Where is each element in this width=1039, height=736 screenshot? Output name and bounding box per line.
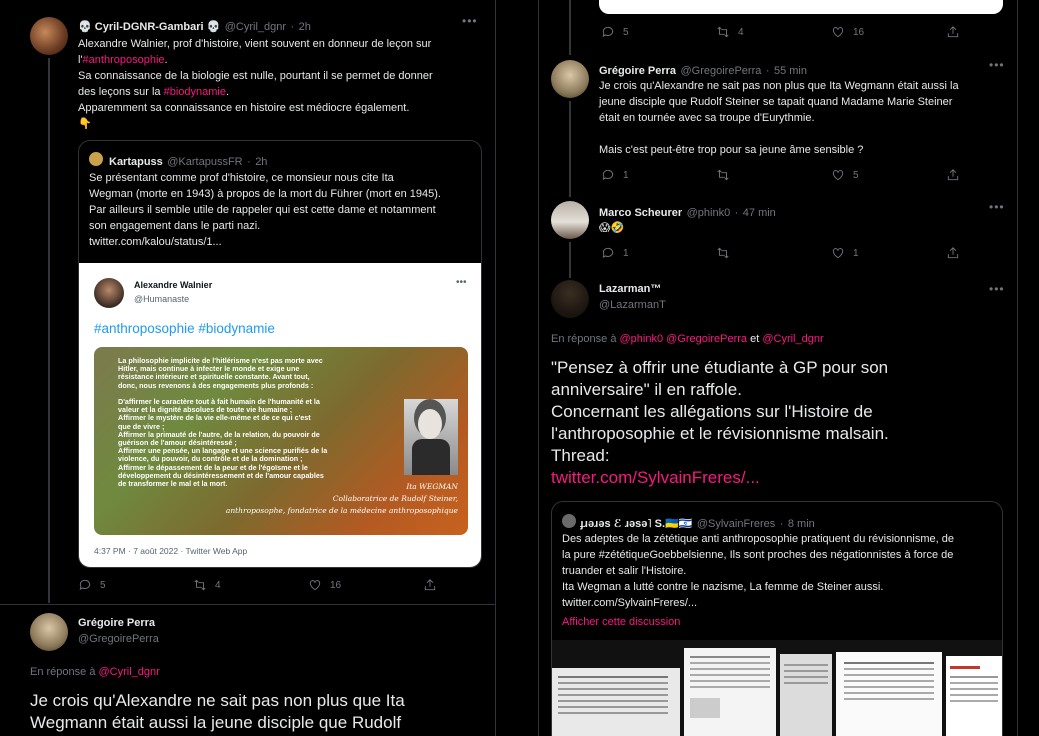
avatar xyxy=(562,514,576,528)
author-handle[interactable]: @GregoirePerra xyxy=(78,633,159,645)
retweet-button[interactable]: 4 xyxy=(193,578,308,592)
more-options-icon: ••• xyxy=(456,277,467,288)
author-name[interactable]: Marco Scheurer xyxy=(599,207,683,219)
embedded-tweet-card[interactable] xyxy=(79,263,481,568)
quoted-link[interactable]: twitter.com/kalou/status/1... xyxy=(89,236,222,248)
point-down-emoji: 👇 xyxy=(78,118,92,130)
hashtag-link[interactable]: #biodynamie xyxy=(163,86,226,98)
thread-line xyxy=(569,0,571,55)
quoted-author-name: Kartapuss xyxy=(109,156,163,168)
author-name[interactable]: Grégoire Perra xyxy=(599,65,677,77)
right-timeline-column: 5 4 16 Grégoire Perra @GregoirePerra · 55 min ••• Je crois qu'Alexandre ne sait pas non plus que Ita Wegmann était aussi la jeune disciple que Rudolf Steiner se tapait quand Madame Marie Steiner était en tournée avec sa troupe d'Eurythmie. Mais c'est peut-être trop pour sa jeune âme sensible ? 1 5 Marco Scheurer @phink0 · 47 min ••• 😱🤣 1 1 Lazarman™ @LazarmanT ••• En réponse à @phink0 @GregoirePerra et @Cyril_dgnr "Pensez à offrir une étudiante à GP pour son anniversaire" il en raffole. Concernant les allégations sur l'Histoire de l'anthroposophie et le révisionnisme malsain. Thread: twitter.com/SylvainFreres/... ɟɹǝɹǝs ℰ ɹǝsǝ˥ S.🇺🇦🇮🇱 @SylvainFreres · 8 min Des adeptes de la zététique anti anthroposophie pratiquent du révisionnisme, de la pure #zététiqueGoebbelsienne, Ils sont proches des négationnistes à force de truander et salir l'Histoire. Ita Wegman a lutté contre le nazisme, La femme de Steiner aussi. twitter.com/SylvainFreres/... Afficher cette discussion xyxy=(538,0,1018,736)
tweet-text: 😱🤣 xyxy=(599,222,625,234)
embedded-hashtags: #anthroposophie #biodynamie xyxy=(94,321,275,336)
share-icon xyxy=(946,246,960,260)
tweet-time[interactable]: 47 min xyxy=(742,207,776,219)
quoted-link[interactable]: twitter.com/SylvainFreres/... xyxy=(562,597,698,609)
tweet-time[interactable]: 2h xyxy=(298,21,311,33)
quote-image-line: valeur et la dignité absolues de toute vie humaine ; xyxy=(118,405,293,415)
retweet-icon xyxy=(716,246,730,260)
avatar[interactable] xyxy=(551,201,589,239)
reply-button[interactable]: 5 xyxy=(601,25,716,39)
document-image xyxy=(836,652,942,736)
document-image xyxy=(946,656,1003,736)
tweet-time[interactable]: 55 min xyxy=(773,65,807,77)
quote-image-line: Affirmer la primauté de l'autre, de la relation, du pouvoir de xyxy=(118,429,320,439)
quote-image-line: donc, nous revenons à des engagements plus profonds : xyxy=(118,380,314,390)
thread-link[interactable]: twitter.com/SylvainFreres/... xyxy=(551,468,760,487)
like-button[interactable]: 5 xyxy=(831,168,946,182)
retweet-icon xyxy=(716,168,730,182)
retweet-icon xyxy=(193,578,207,592)
share-button[interactable] xyxy=(946,246,1018,260)
share-button[interactable] xyxy=(946,25,1018,39)
retweet-button[interactable] xyxy=(716,246,831,260)
quoted-author-name: ɟɹǝɹǝs ℰ ɹǝsǝ˥ S.🇺🇦🇮🇱 xyxy=(580,518,693,530)
thread-line xyxy=(569,242,571,278)
quote-image-line: de transformer le mal et la mort. xyxy=(118,479,228,489)
quoted-author-handle: @KartapussFR xyxy=(167,156,243,168)
reply-to-link[interactable]: @Cyril_dgnr xyxy=(98,666,160,678)
reply-to-link[interactable]: @phink0 xyxy=(619,333,664,345)
embedded-author-name: Alexandre Walnier xyxy=(134,280,213,290)
reply-context: En réponse à @phink0 @GregoirePerra et @Cyril_dgnr xyxy=(551,333,824,345)
reply-icon xyxy=(78,578,92,592)
tweet-text: Je crois qu'Alexandre ne sait pas non plus que Ita Wegmann était aussi la jeune disciple que Rudolf xyxy=(30,691,405,732)
reply-to-link[interactable]: @Cyril_dgnr xyxy=(762,333,824,345)
document-image xyxy=(552,668,680,736)
quoted-time: 2h xyxy=(255,156,268,168)
quote-image: La philosophie implicite de l'hitlérisme n'est pas morte avec Hitler, mais continue à infecter le monde et exige une résistance intérieure et spirituelle constante. Avant tout, donc, nous revenons à des engagements plus profonds : D'affirmer le caractère tout à fait humain de l'humanité et la valeur et la dignité absolues de toute vie humaine ; Affirmer le mystère de la vie elle-même et de ce qui c'est que de vivre ; Affirmer la primauté de l'autre, de la relation, du pouvoir de guérison de l'amour désintéressé ; Affirmer une pensée, un langage et une science purifiés de la violence, du pouvoir, du contrôle et de la domination ; Affirmer le dépassement de la peur et de l'égoïsme et le développement du désintéressement et de l'amour capables de transformer le mal et la mort. Ita WEGMAN Collaboratrice de Rudolf Steiner, anthroposophe, fondatrice de la médecine anthroposophique xyxy=(94,347,468,535)
tweet-actions xyxy=(601,246,1018,260)
quote-image-line: La philosophie implicite de l'hitlérisme n'est pas morte avec xyxy=(118,356,323,365)
share-icon xyxy=(946,168,960,182)
quote-image-line: développement du désintéressement et de l'amour capables xyxy=(118,470,324,480)
author-name[interactable]: Lazarman™ xyxy=(599,283,662,295)
author-handle[interactable]: @Cyril_dgnr xyxy=(224,21,287,33)
reply-icon xyxy=(601,25,615,39)
more-options-icon[interactable]: ••• xyxy=(462,14,478,28)
share-icon xyxy=(423,578,437,592)
avatar[interactable] xyxy=(30,17,68,55)
tweet-actions xyxy=(601,168,1018,182)
thread-line xyxy=(569,101,571,197)
quote-image-line: résistance intérieure et spirituelle constante. Avant tout, xyxy=(118,372,310,382)
show-thread-link[interactable]: Afficher cette discussion xyxy=(562,616,681,628)
reply-button[interactable]: 5 xyxy=(78,578,193,592)
share-button[interactable] xyxy=(946,168,1018,182)
avatar[interactable] xyxy=(551,60,589,98)
heart-icon xyxy=(831,25,845,39)
quoted-time: 8 min xyxy=(787,518,815,530)
document-image xyxy=(780,654,832,736)
document-image xyxy=(684,648,776,736)
quote-image-line: Affirmer le mystère de la vie elle-même et de ce qui c'est xyxy=(118,413,311,423)
column-gap xyxy=(496,0,539,736)
tweet-text: Alexandre Walnier, prof d'histoire, vient souvent en donneur de leçon sur l'#anthroposophie. Sa connaissance de la biologie est nulle, pourtant il se permet de donner des leçons sur la #biodynamie. Apparemment sa connaissance en histoire est médiocre également. 👇 xyxy=(78,36,488,132)
quoted-text: Des adeptes de la zététique anti anthroposophie pratiquent du révisionnisme, de la pure #zététiqueGoebbelsienne, Ils sont proches des négationnistes à force de truander et salir l'Histoire. Ita Wegman a lutté contre le nazisme, La femme de Steiner aussi. twitter.com/SylvainFreres/... xyxy=(562,531,1002,611)
share-button[interactable] xyxy=(423,578,496,592)
quote-image-line: guérison de l'amour désintéressé ; xyxy=(118,438,237,448)
previous-card-bottom xyxy=(599,0,1003,14)
hashtag-link[interactable]: #anthroposophie xyxy=(82,54,165,66)
tweet-divider xyxy=(0,604,496,605)
tweet-text: "Pensez à offrir une étudiante à GP pour son anniversaire" il en raffole. Concernant les allégations sur l'Histoire de l'anthroposophie et le révisionnisme malsain. Thread: twitter.com/SylvainFreres/... xyxy=(551,357,1011,489)
quoted-tweet[interactable]: ɟɹǝɹǝs ℰ ɹǝsǝ˥ S.🇺🇦🇮🇱 @SylvainFreres · 8 min Des adeptes de la zététique anti anthroposophie pratiquent du révisionnisme, de la pure #zététiqueGoebbelsienne, Ils sont proches des négationnistes à force de truander et salir l'Histoire. Ita Wegman a lutté contre le nazisme, La femme de Steiner aussi. twitter.com/SylvainFreres/... Afficher cette discussion xyxy=(551,501,1003,736)
reply-icon xyxy=(601,246,615,260)
author-handle[interactable]: @phink0 xyxy=(686,207,731,219)
more-options-icon[interactable]: ••• xyxy=(989,282,1005,296)
more-options-icon[interactable]: ••• xyxy=(989,58,1005,72)
quote-image-line: Affirmer le dépassement de la peur et de l'égoïsme et le xyxy=(118,462,308,472)
reply-to-link[interactable]: @GregoirePerra xyxy=(666,333,748,345)
author-name[interactable]: 💀 Cyril-DGNR-Gambari 💀 xyxy=(78,21,221,33)
quoted-tweet[interactable]: Kartapuss @KartapussFR · 2h Se présentant comme prof d'histoire, ce monsieur nous cite Ita Wegman (morte en 1943) à propos de la mort du Führer (mort en 1945). Par ailleurs il semble utile de rappeler qui est cette dame et notamment son engagement dans le parti nazi. twitter.com/kalou/status/1... Alexandre Walnier @Humanaste ••• #anthroposophie #biodynamie La philosophie implicite de l'hitlérisme n'est pas morte avec Hitler, mais continue à infecter le monde et exige une résistance intérieure et spirituelle constante. Avant tout, donc, nous revenons à des engagements plus profonds : D'affirmer le caractère tout à fait humain de l'humanité et la valeur et la dignité absolues de toute vie humaine ; Affirmer le mystère de la vie elle-même et de ce qui c'est que de vivre ; Affirmer la primauté de l'autre, de la relation, du pouvoir de guérison de l'amour désintéressé ; Affirmer une pensée, un langage et une science purifiés de la violence, du pouvoir, du contrôle et de la domination ; Affirmer le dépassement de la peur et de l'égoïsme et le développement du désintéressement et de l'amour capables de transformer le mal et la mort. Ita WEGMAN Collaboratrice de Rudolf Steiner, anthroposophe, fondatrice de la médecine anthroposophique 4:37 PM · 7 août 2022 · Twitter Web App xyxy=(78,140,482,568)
like-button[interactable]: 16 xyxy=(831,25,946,39)
author-name[interactable]: Grégoire Perra xyxy=(78,617,156,629)
quoted-author-handle: @SylvainFreres xyxy=(696,518,776,530)
heart-icon xyxy=(831,168,845,182)
heart-icon xyxy=(831,246,845,260)
quote-image-line: Hitler, mais continue à infecter le monde et exige une xyxy=(118,364,300,374)
heart-icon xyxy=(308,578,322,592)
more-options-icon[interactable]: ••• xyxy=(989,200,1005,214)
tweet-actions xyxy=(601,25,1018,39)
avatar xyxy=(94,278,124,308)
reply-button[interactable]: 1 xyxy=(601,168,716,182)
like-button[interactable]: 1 xyxy=(831,246,946,260)
author-handle[interactable]: @GregoirePerra xyxy=(680,65,762,77)
image-collage[interactable] xyxy=(552,640,1003,736)
quote-image-text xyxy=(118,357,408,488)
retweet-button[interactable]: 4 xyxy=(716,25,831,39)
quote-image-line: D'affirmer le caractère tout à fait humain de l'humanité et la xyxy=(118,397,320,407)
tweet-text: Je crois qu'Alexandre ne sait pas non plus que Ita Wegmann était aussi la jeune disciple que Rudolf Steiner se tapait quand Madame Marie Steiner était en tournée avec sa troupe d'Eurythmie. Mais c'est peut-être trop pour sa jeune âme sensible ? xyxy=(599,80,959,156)
left-timeline-column: 💀 Cyril-DGNR-Gambari 💀 @Cyril_dgnr · 2h ••• Alexandre Walnier, prof d'histoire, vient souvent en donneur de leçon sur l'#anthroposophie. Sa connaissance de la biologie est nulle, pourtant il se permet de donner des leçons sur la #biodynamie. Apparemment sa connaissance en histoire est médiocre également. 👇 Kartapuss @KartapussFR · 2h Se présentant comme prof d'histoire, ce monsieur nous cite Ita Wegman (morte en 1943) à propos de la mort du Führer (mort en 1945). Par ailleurs il semble utile de rappeler qui est cette dame et notamment son engagement dans le parti nazi. twitter.com/kalou/status/1... Alexandre Walnier @Humanaste ••• #anthroposophie #biodynamie La philosophie implicite de l'hitlérisme n'est pas morte avec Hitler, mais continue à infecter le monde et exige une résistance intérieure et spirituelle constante. Avant tout, donc, nous revenons à des engagements plus profonds : D'affirmer le caractère tout à fait humain de l'humanité et la valeur et la dignité absolues de toute vie humaine ; Affirmer le mystère de la vie elle-même et de ce qui c'est que de vivre ; Affirmer la primauté de l'autre, de la relation, du pouvoir de guérison de l'amour désintéressé ; Affirmer une pensée, un langage et une science purifiés de la violence, du pouvoir, du contrôle et de la domination ; Affirmer le dépassement de la peur et de l'égoïsme et le développement du désintéressement et de l'amour capables de transformer le mal et la mort. Ita WEGMAN Collaboratrice de Rudolf Steiner, anthroposophe, fondatrice de la médecine anthroposophique 4:37 PM · 7 août 2022 · Twitter Web App 5 4 16 Grégoire Perra @GregoirePerra En réponse à @Cyril_dgnr Je crois qu'Alexandre ne sait pas non plus que Ita Wegmann était aussi la jeune disciple que Rudolf xyxy=(0,0,496,736)
embedded-footer: 4:37 PM · 7 août 2022 · Twitter Web App xyxy=(94,546,248,556)
thread-line xyxy=(48,58,50,603)
embedded-author-handle: @Humanaste xyxy=(134,294,190,304)
tweet-actions xyxy=(78,578,496,592)
author-handle[interactable]: @LazarmanT xyxy=(599,299,666,311)
quote-image-line: Affirmer une pensée, un langage et une science purifiés de la xyxy=(118,446,328,456)
avatar xyxy=(89,152,103,166)
reply-icon xyxy=(601,168,615,182)
retweet-button[interactable] xyxy=(716,168,831,182)
avatar[interactable] xyxy=(551,280,589,318)
share-icon xyxy=(946,25,960,39)
avatar[interactable] xyxy=(30,613,68,651)
quote-image-line: que de vivre ; xyxy=(118,421,165,431)
quote-image-line: violence, du pouvoir, du contrôle et de la domination ; xyxy=(118,454,303,464)
like-button[interactable]: 16 xyxy=(308,578,423,592)
quoted-text: Se présentant comme prof d'histoire, ce monsieur nous cite Ita Wegman (morte en 1943) à propos de la mort du Führer (mort en 1945). Par ailleurs il semble utile de rappeler qui est cette dame et notamment son engagement dans le parti nazi. twitter.com/kalou/status/1... xyxy=(89,170,479,250)
ita-wegman-portrait xyxy=(404,399,458,475)
reply-button[interactable]: 1 xyxy=(601,246,716,260)
retweet-icon xyxy=(716,25,730,39)
